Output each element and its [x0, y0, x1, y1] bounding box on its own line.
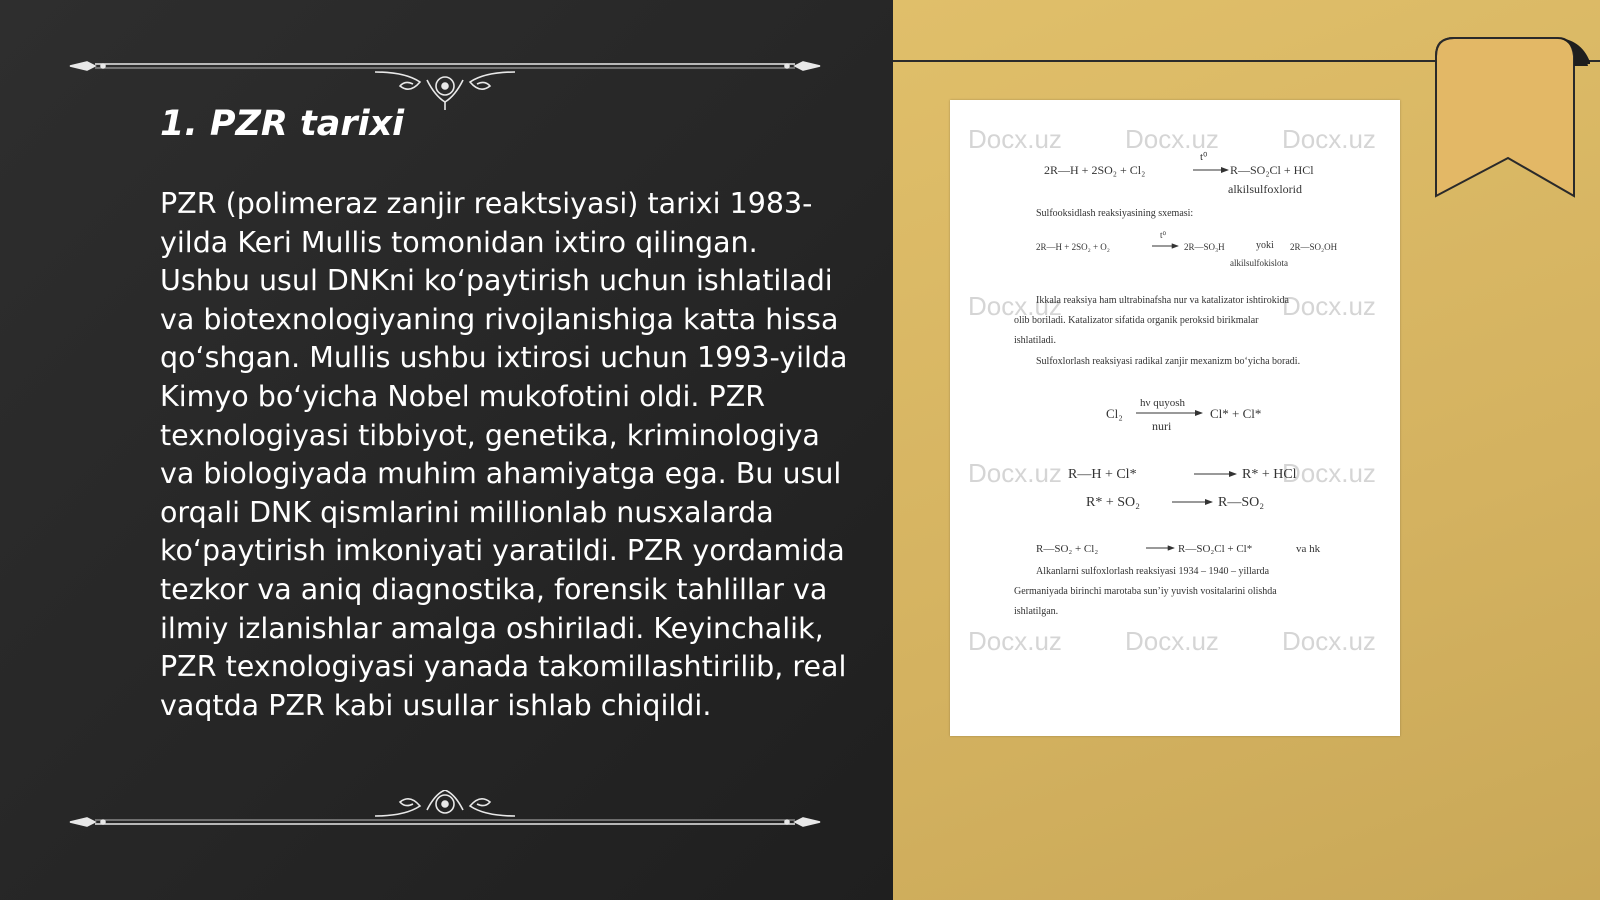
equation-4-left: R—H + Cl*: [1068, 467, 1137, 482]
watermark: Docx.uz: [1282, 291, 1376, 321]
watermark: Docx.uz: [1282, 124, 1376, 154]
equation-3-right: Cl* + Cl*: [1210, 406, 1262, 421]
equation-6-note: va hk: [1296, 543, 1321, 555]
equation-2-right: 2R—SO₃H: [1184, 242, 1225, 252]
watermark: Docx.uz: [968, 458, 1062, 488]
paragraph-2: Sulfoxlorlash reaksiyasi radikal zanjir mexanizm boʻyicha boradi.: [1036, 356, 1301, 367]
equation-4-right: R* + HCl: [1242, 467, 1297, 482]
paragraph-3-line-2: Germaniyada birinchi marotaba sunʼiy yuvish vositalarini olishda: [1014, 586, 1277, 597]
watermark: Docx.uz: [1125, 124, 1219, 154]
watermark: Docx.uz: [1125, 626, 1219, 656]
equation-2-condition: t⁰: [1160, 230, 1167, 240]
watermark: Docx.uz: [968, 626, 1062, 656]
equation-2-left: 2R—H + 2SO₂ + O₂: [1036, 242, 1110, 252]
watermark: Docx.uz: [1282, 626, 1376, 656]
equation-3-condition-bottom: nuri: [1152, 419, 1172, 433]
paragraph-3-line-3: ishlatilgan.: [1014, 606, 1059, 617]
watermark: Docx.uz: [1282, 458, 1376, 488]
equation-1-product-name: alkilsulfoxlorid: [1228, 182, 1302, 196]
paragraph-1-line-3: ishlatiladi.: [1014, 335, 1056, 346]
slide-body-text: PZR (polimeraz zanjir reaktsiyasi) tarixi 1983-yilda Keri Mullis tomonidan ixtiro qilingan. Ushbu usul DNKni koʻpaytirish uchun ishlatiladi va biotexnologiyaning rivojlanishiga katta hissa qoʻshgan. Mullis ushbu ixtirosi uchun 1993-yilda Kimyo boʻyicha Nobel mukofotini oldi. PZR texnologiyasi tibbiyot, genetika, kriminologiya va biologiyada muhim ahamiyatga ega. Bu usul orqali DNK qismlarini millionlab nusxalarda koʻpaytirish imkoniyati yaratildi. PZR yordamida tezkor va aniq diagnostika, forensik tahlillar va ilmiy izlanishlar amalga oshiriladi. Keyinchalik, PZR texnologiyasi yanada takomillashtirilib, real vaqtda PZR kabi usullar ishlab chiqildi.: [160, 187, 848, 722]
equation-2-alternative: 2R—SO₂OH: [1290, 242, 1338, 252]
equation-1-condition: t⁰: [1200, 151, 1208, 163]
caption-1: Sulfooksidlash reaksiyasining sxemasi:: [1036, 208, 1194, 219]
top-ornament-divider: [65, 50, 825, 110]
equation-6-left: R—SO₂ + Cl₂: [1036, 543, 1099, 555]
paragraph-3-line-1: Alkanlarni sulfoxlorlash reaksiyasi 1934 – 1940 – yillarda: [1036, 566, 1270, 577]
equation-2-product-name: alkilsulfokislota: [1230, 258, 1288, 268]
watermark: Docx.uz: [968, 291, 1062, 321]
equation-2-alternative-word: yoki: [1256, 240, 1274, 251]
equation-5-right: R—SO₂: [1218, 495, 1265, 510]
equation-5-left: R* + SO₂: [1086, 495, 1141, 510]
watermark: Docx.uz: [968, 124, 1062, 154]
equation-1-right: R—SO₂Cl + HCl: [1230, 163, 1314, 177]
bookmark-ribbon-icon: [1430, 36, 1590, 206]
equation-1-left: 2R—H + 2SO₂ + Cl₂: [1044, 163, 1146, 177]
paragraph-1-line-1: Ikkala reaksiya ham ultrabinafsha nur va katalizator ishtirokida: [1036, 295, 1289, 306]
equation-6-right: R—SO₂Cl + Cl*: [1178, 543, 1253, 555]
slide-title: 1. PZR tarixi: [160, 104, 405, 144]
paragraph-1-line-2: olib boriladi. Katalizator sifatida organik peroksid birikmalar: [1014, 315, 1259, 326]
bottom-ornament-divider: [65, 790, 825, 850]
chemistry-document-image: [950, 100, 1400, 736]
equation-3-left: Cl₂: [1106, 406, 1123, 421]
equation-3-condition-top: hν quyosh: [1140, 397, 1186, 409]
